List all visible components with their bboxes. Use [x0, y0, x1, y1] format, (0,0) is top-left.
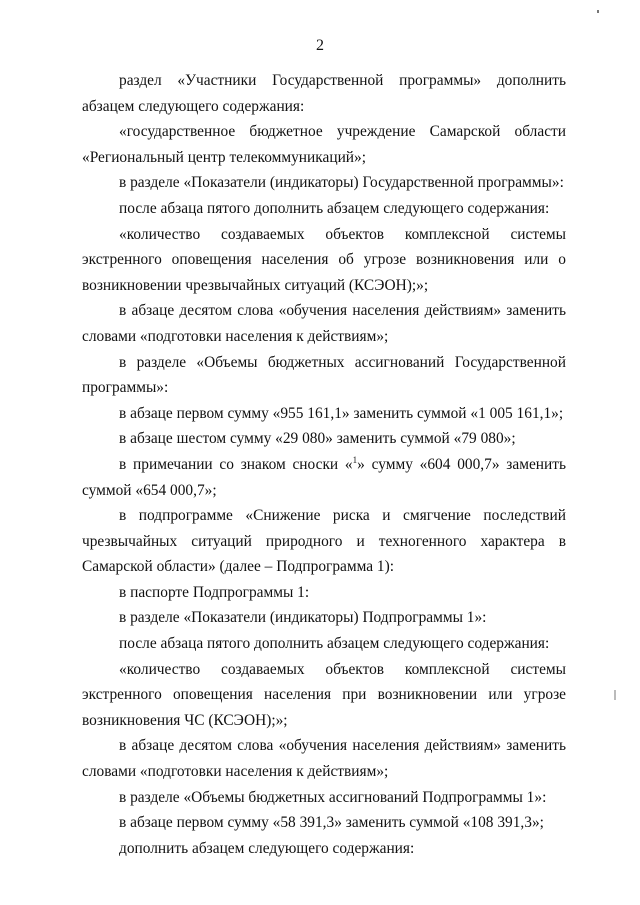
footnote-text-after: » сумму «604 000,7» заменить суммой «654 000,7»; — [82, 455, 566, 499]
footnote-mark: 1 — [352, 454, 358, 465]
paragraph-passport: в паспорте Подпрограммы 1: — [119, 583, 310, 601]
paragraph-budget-section: в разделе «Объемы бюджетных ассигнований Государственной программы»: — [82, 353, 566, 397]
paragraph-sub-budget-section: в разделе «Объемы бюджетных ассигнований Подпрограммы 1»: — [119, 788, 547, 806]
paragraph-kseon-quote: «количество создаваемых объектов комплексной системы экстренного оповещения населения об угрозе возникновения или о возникновении чрезвычайных ситуаций (КСЭОН);»; — [82, 225, 566, 294]
footnote-text-before: в примечании со знаком сноски « — [119, 455, 353, 473]
paragraph-subprogram-1: в подпрограмме «Снижение риска и смягчение последствий чрезвычайных ситуаций природного и техногенного характера в Самарской области» (далее – Подпрограмма 1): — [82, 507, 566, 576]
scan-edge-mark-lower — [614, 690, 616, 700]
paragraph-first-sum: в абзаце первом сумму «955 161,1» заменить суммой «1 005 161,1»; — [119, 404, 564, 422]
paragraph-sub-first-sum: в абзаце первом сумму «58 391,3» заменить суммой «108 391,3»; — [119, 814, 544, 832]
paragraph-sub-tenth-replace: в абзаце десятом слова «обучения населения действиям» заменить словами «подготовки населения к действиям»; — [82, 737, 566, 781]
paragraph-indicators-section: в разделе «Показатели (индикаторы) Государственной программы»: — [119, 174, 564, 192]
scan-edge-mark — [597, 10, 599, 13]
paragraph-institution-quote: «государственное бюджетное учреждение Самарской области «Региональный центр телекоммуникаций»; — [82, 123, 566, 166]
paragraph-footnote-sum — [82, 452, 566, 503]
paragraph-tenth-replace: в абзаце десятом слова «обучения населения действиям» заменить словами «подготовки населения к действиям»; — [82, 302, 566, 345]
paragraph-sub-after-fifth: после абзаца пятого дополнить абзацем следующего содержания: — [119, 635, 550, 653]
document-body — [82, 68, 566, 861]
paragraph-sixth-sum: в абзаце шестом сумму «29 080» заменить суммой «79 080»; — [119, 430, 516, 448]
paragraph-sub-indicators: в разделе «Показатели (индикаторы) Подпрограммы 1»: — [119, 609, 487, 627]
paragraph-after-fifth: после абзаца пятого дополнить абзацем следующего содержания: — [119, 199, 550, 217]
paragraph-add-paragraph: дополнить абзацем следующего содержания: — [119, 839, 415, 857]
page-number: 2 — [316, 37, 324, 54]
paragraph-participants-section: раздел «Участники Государственной программы» дополнить абзацем следующего содержания: — [82, 72, 566, 115]
paragraph-sub-kseon-quote: «количество создаваемых объектов комплексной системы экстренного оповещения населения при возникновении или угрозе возникновения ЧС (КСЭОН);»; — [82, 660, 566, 729]
